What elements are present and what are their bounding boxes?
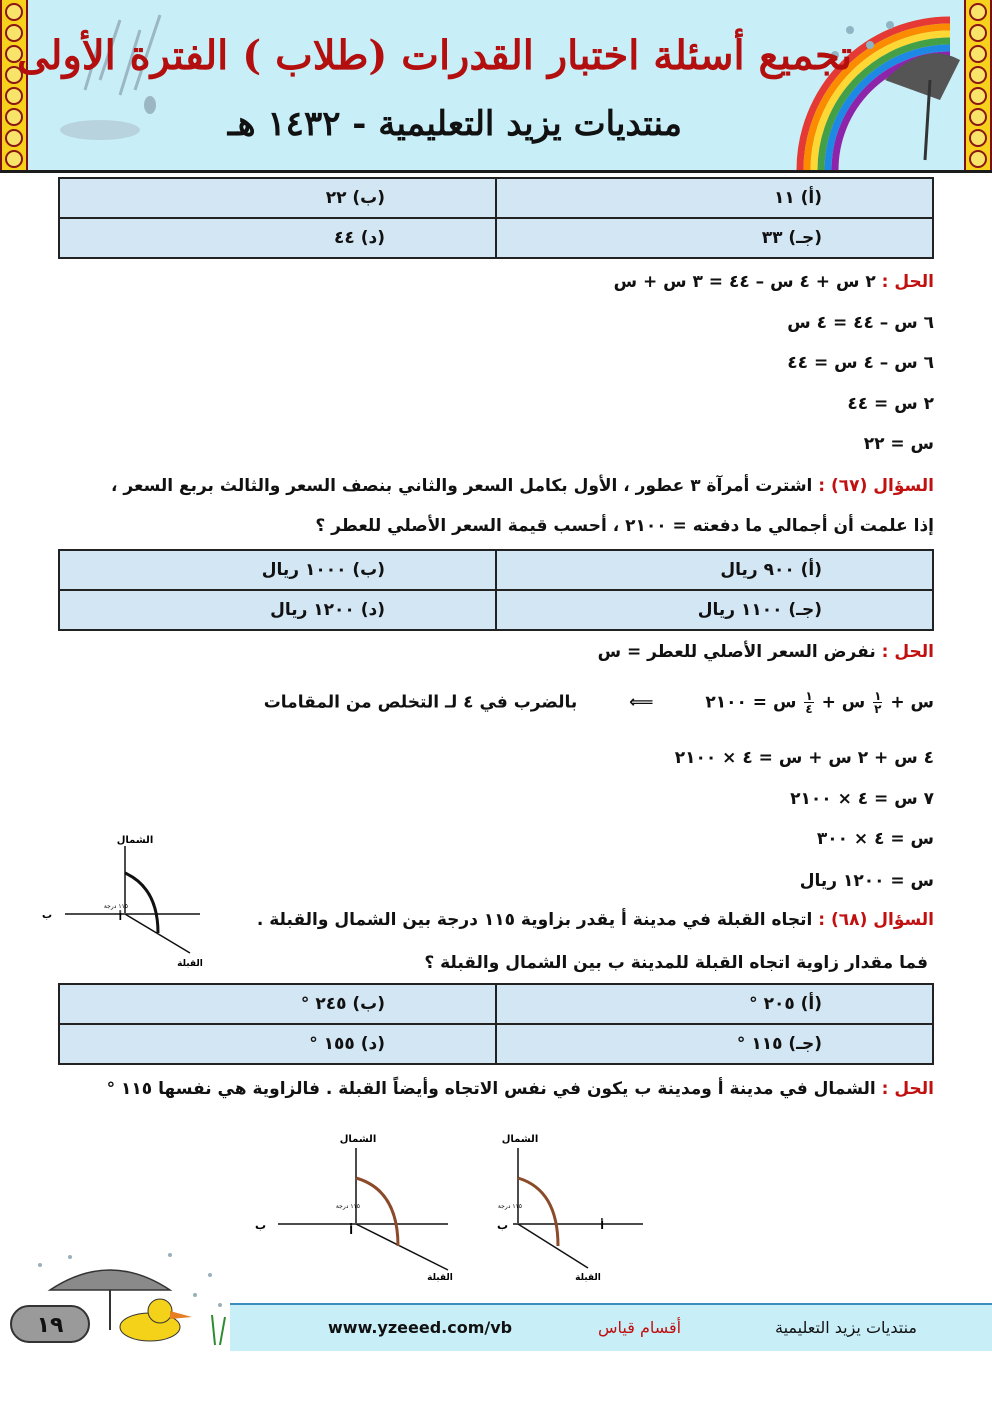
small-qibla-label: القبلة (177, 959, 203, 969)
header-title: تجميع أسئلة اختبار القدرات (طلاب ) الفترة الأولى (16, 32, 852, 79)
q68-option-d[interactable]: (د) ١٥٥ ° (59, 1024, 496, 1064)
q66-option-c[interactable]: (جـ) ٣٣ (496, 218, 933, 258)
double-arrow-icon: ⟸ (629, 692, 654, 713)
q66-step-2: ٦ س – ٤٤ = ٤ س (787, 313, 934, 333)
right-b-label: ب (496, 1219, 508, 1232)
q67-option-d[interactable]: (د) ١٢٠٠ ريال (59, 590, 496, 630)
right-angle-label: ١١٥ درجة (497, 1203, 522, 1210)
q67-step-1: ٤ س + ٢ س + س = ٤ × ٢١٠٠ (674, 748, 934, 768)
small-angle-label: ١١٥ درجة (103, 903, 128, 910)
q67-equation (264, 690, 934, 715)
footer-url-link[interactable]: www.yzeeed.com/vb (328, 1318, 513, 1337)
q68-solution-line (107, 1079, 934, 1099)
q66-option-b[interactable]: (ب) ٢٢ (59, 178, 496, 218)
q68-option-c[interactable]: (جـ) ١١٥ ° (496, 1024, 933, 1064)
left-angle-label: ١١٥ درجة (335, 1203, 360, 1210)
right-north-label: الشمال (501, 1134, 539, 1145)
q67-question-line1 (111, 476, 934, 496)
small-b-label: ب (41, 910, 52, 921)
left-a-label: أ (349, 1224, 353, 1237)
q67-options-table (58, 549, 934, 631)
q67-eq-start: س + (890, 692, 934, 713)
fraction-quarter: $\frac{١}{٤}$ (805, 689, 813, 716)
q66-step-3: ٦ س – ٤ س = ٤٤ (787, 353, 934, 373)
page-header (0, 0, 992, 173)
footer-section: أقسام قياس (598, 1318, 682, 1337)
q68-options-table (58, 983, 934, 1065)
rainbow-umbrella-decoration (790, 0, 960, 170)
q66-solution-label: الحل : (881, 272, 934, 292)
q68-solution-label: الحل : (881, 1079, 934, 1099)
q67-eq-note: بالضرب في ٤ لـ التخلص من المقامات (263, 692, 578, 713)
left-b-label: ب (254, 1219, 266, 1232)
left-north-label: الشمال (339, 1134, 377, 1145)
q66-step-5: س = ٢٢ (863, 434, 934, 454)
q67-label: السؤال (٦٧) : (818, 476, 934, 496)
q67-option-c[interactable]: (جـ) ١١٠٠ ريال (496, 590, 933, 630)
q68-question-line1 (257, 910, 934, 930)
q68-solution-text: الشمال في مدينة أ ومدينة ب يكون في نفس الاتجاه وأيضاً القبلة . فالزاوية هي نفسها ١١٥ ° (106, 1079, 876, 1099)
q67-option-b[interactable]: (ب) ١٠٠٠ ريال (59, 550, 496, 590)
qibla-diagrams-pair (254, 1128, 668, 1288)
right-qibla-label: القبلة (575, 1273, 601, 1283)
q68-text1: اتجاه القبلة في مدينة أ يقدر بزاوية ١١٥ درجة بين الشمال والقبلة . (256, 910, 813, 930)
fraction-half: $\frac{١}{٢}$ (874, 689, 882, 716)
left-ornament-border (0, 0, 28, 170)
q67-solution-label: الحل : (881, 642, 934, 662)
q68-label: السؤال (٦٨) : (818, 910, 934, 930)
q67-option-a[interactable]: (أ) ٩٠٠ ريال (496, 550, 933, 590)
q67-step-4: س = ١٢٠٠ ريال (799, 871, 934, 891)
q66-solution-line (614, 272, 934, 292)
q67-solution-line (598, 642, 934, 662)
q67-step-3: س = ٤ × ٣٠٠ (816, 829, 934, 849)
city-a-diagram (497, 1134, 643, 1283)
q67-eq-mid: س + (821, 692, 866, 713)
q66-option-a[interactable]: (أ) ١١ (496, 178, 933, 218)
q68-option-b[interactable]: (ب) ٢٤٥ ° (59, 984, 496, 1024)
q67-step-2: ٧ س = ٤ × ٢١٠٠ (790, 789, 934, 809)
city-b-diagram (255, 1134, 453, 1283)
q66-step-4: ٢ س = ٤٤ (847, 394, 934, 414)
q67-text2: إذا علمت أن أجمالي ما دفعته = ٢١٠٠ ، أحسب قيمة السعر الأصلي للعطر ؟ (315, 516, 934, 536)
page-number: ١٩ (10, 1305, 90, 1343)
q66-step-1: ٢ س + ٤ س – ٤٤ = ٣ س + س (613, 272, 876, 292)
q66-options-table (58, 177, 934, 259)
small-north-label: الشمال (116, 835, 154, 846)
small-a-label: أ (118, 912, 122, 923)
left-qibla-label: القبلة (427, 1273, 453, 1283)
q66-option-d[interactable]: (د) ٤٤ (59, 218, 496, 258)
q67-assume: نفرض السعر الأصلي للعطر = س (597, 642, 876, 662)
footer-forum: منتديات يزيد التعليمية (775, 1318, 917, 1337)
q67-eq-end: س = ٢١٠٠ (705, 692, 797, 713)
q68-option-a[interactable]: (أ) ٢٠٥ ° (496, 984, 933, 1024)
right-a-label: أ (600, 1219, 604, 1232)
qibla-diagram-small (40, 828, 220, 973)
right-ornament-border (964, 0, 992, 170)
q67-text1: اشترت أمرآة ٣ عطور ، الأول بكامل السعر والثاني بنصف السعر والثالث بربع السعر ، (111, 476, 813, 496)
header-subtitle: منتديات يزيد التعليمية - ١٤٣٢ هـ (227, 104, 682, 144)
q68-text2: فما مقدار زاوية اتجاه القبلة للمدينة ب بين الشمال والقبلة ؟ (424, 953, 928, 973)
